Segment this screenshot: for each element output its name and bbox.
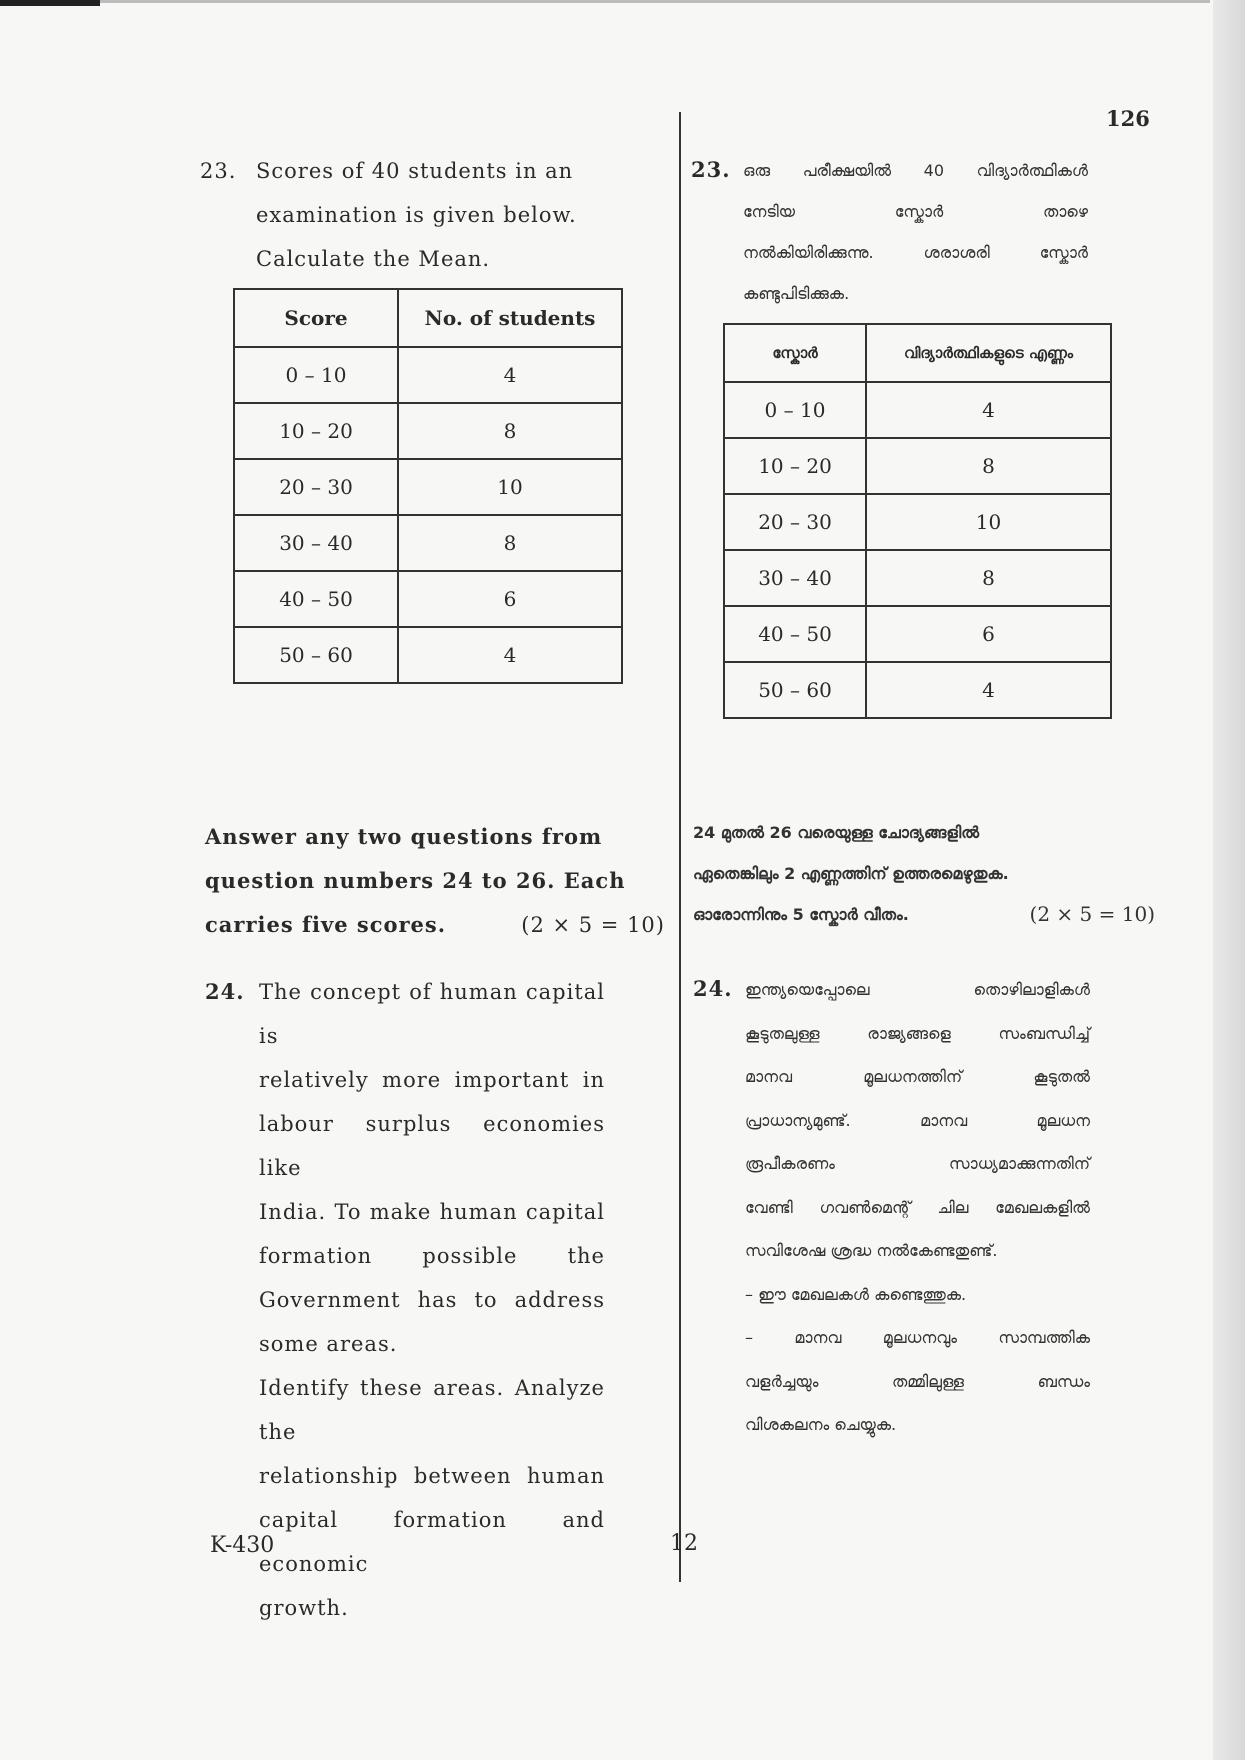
text-line: Identify these areas. Analyze the bbox=[259, 1376, 605, 1444]
text-line: കൂടുതലുള്ള രാജ്യങ്ങളെ സംബന്ധിച്ച് bbox=[745, 1023, 1090, 1043]
table-row bbox=[724, 606, 1111, 662]
score-range-cell: 0 – 10 bbox=[234, 347, 398, 403]
text-line: നേടിയ സ്കോർ താഴെ bbox=[743, 202, 1088, 221]
table-row bbox=[234, 571, 622, 627]
marks-ml: (2 × 5 = 10) bbox=[1029, 902, 1155, 926]
text-line: formation possible the bbox=[259, 1244, 605, 1268]
text-line: The concept of human capital is bbox=[259, 980, 605, 1048]
footer-page: 12 bbox=[670, 1531, 698, 1556]
text-line: രൂപീകരണം സാധ്യമാക്കുന്നതിന് bbox=[745, 1154, 1090, 1173]
student-count-cell: 6 bbox=[866, 606, 1111, 662]
header-score: Score bbox=[234, 289, 398, 347]
text-line: ഓരോന്നിനും 5 സ്കോർ വീതം. bbox=[693, 905, 909, 924]
text-line: സവിശേഷ ശ്രദ്ധ നൽകേണ്ടതുണ്ട്. bbox=[745, 1241, 998, 1260]
score-range-cell: 40 – 50 bbox=[724, 606, 866, 662]
text-line: relationship between human bbox=[259, 1464, 605, 1488]
table-row bbox=[724, 438, 1111, 494]
text-line: വിശകലനം ചെയ്യുക. bbox=[745, 1415, 897, 1434]
table-row bbox=[724, 494, 1111, 550]
student-count-cell: 4 bbox=[866, 382, 1111, 438]
student-count-cell: 10 bbox=[398, 459, 622, 515]
q23-text-en bbox=[256, 149, 606, 281]
table-row bbox=[234, 347, 622, 403]
text-line: India. To make human capital bbox=[259, 1200, 605, 1224]
table-row bbox=[234, 403, 622, 459]
student-count-cell: 8 bbox=[866, 438, 1111, 494]
score-range-cell: 30 – 40 bbox=[234, 515, 398, 571]
table-row bbox=[724, 382, 1111, 438]
student-count-cell: 4 bbox=[398, 627, 622, 683]
student-count-cell: 10 bbox=[866, 494, 1111, 550]
score-range-cell: 20 – 30 bbox=[234, 459, 398, 515]
text-line: നൽകിയിരിക്കുന്നു. ശരാശരി സ്കോർ bbox=[743, 243, 1088, 262]
scan-edge bbox=[0, 0, 100, 6]
table-row bbox=[234, 627, 622, 683]
q24-number: 24. bbox=[205, 979, 245, 1004]
student-count-cell: 4 bbox=[866, 662, 1111, 718]
text-line: ഏതെങ്കിലും 2 എണ്ണത്തിന് ഉത്തരമെഴുതുക. bbox=[693, 864, 1009, 883]
text-line: capital formation and economic bbox=[259, 1508, 605, 1576]
text-line: Government has to address bbox=[259, 1288, 605, 1312]
column-divider bbox=[679, 112, 681, 1582]
marks-en: (2 × 5 = 10) bbox=[521, 913, 665, 937]
q24-number-ml: 24. bbox=[693, 976, 733, 1001]
text-line: ഇന്ത്യയെപ്പോലെ തൊഴിലാളികൾ bbox=[745, 980, 1090, 999]
text-line: 24 മുതൽ 26 വരെയുള്ള ചോദ്യങ്ങളിൽ bbox=[693, 823, 980, 842]
student-count-cell: 4 bbox=[398, 347, 622, 403]
header-students: No. of students bbox=[398, 289, 622, 347]
text-line: – ഈ മേഖലകൾ കണ്ടെത്തുക. bbox=[745, 1284, 967, 1304]
q24-text-ml bbox=[745, 968, 1090, 1447]
score-range-cell: 40 – 50 bbox=[234, 571, 398, 627]
score-range-cell: 20 – 30 bbox=[724, 494, 866, 550]
student-count-cell: 8 bbox=[398, 403, 622, 459]
student-count-cell: 8 bbox=[398, 515, 622, 571]
score-range-cell: 30 – 40 bbox=[724, 550, 866, 606]
table-row bbox=[724, 550, 1111, 606]
paper-code: K-430 bbox=[210, 1533, 275, 1558]
score-range-cell: 10 – 20 bbox=[724, 438, 866, 494]
score-table-en bbox=[233, 288, 623, 684]
q23-text-ml bbox=[743, 150, 1088, 314]
text-line: some areas. bbox=[259, 1332, 398, 1356]
text-line: Calculate the Mean. bbox=[256, 247, 491, 271]
page-number: 126 bbox=[1106, 106, 1150, 131]
table-row bbox=[234, 515, 622, 571]
score-range-cell: 10 – 20 bbox=[234, 403, 398, 459]
text-line: growth. bbox=[259, 1596, 349, 1620]
table-row bbox=[234, 459, 622, 515]
text-line: പ്രാധാന്യമുണ്ട്. മാനവ മൂലധന bbox=[745, 1110, 1090, 1130]
q23-number-ml: 23. bbox=[691, 157, 731, 182]
text-line: മാനവ മൂലധനത്തിന് കൂടുതൽ bbox=[745, 1067, 1090, 1086]
text-line: കണ്ടുപിടിക്കുക. bbox=[743, 284, 850, 303]
text-line: carries five scores. bbox=[205, 912, 447, 937]
text-line: വേണ്ടി ഗവൺമെന്റ് ചില മേഖലകളിൽ bbox=[745, 1197, 1090, 1217]
score-table-ml bbox=[723, 323, 1112, 719]
score-range-cell: 50 – 60 bbox=[724, 662, 866, 718]
text-line: വളർച്ചയും തമ്മിലുള്ള ബന്ധം bbox=[745, 1371, 1090, 1391]
text-line: relatively more important in bbox=[259, 1068, 605, 1092]
instruction-en bbox=[205, 815, 665, 947]
q24-text-en bbox=[259, 970, 605, 1630]
score-range-cell: 0 – 10 bbox=[724, 382, 866, 438]
text-line: ഒരു പരീക്ഷയിൽ 40 വിദ്യാർത്ഥികൾ bbox=[743, 161, 1088, 180]
score-range-cell: 50 – 60 bbox=[234, 627, 398, 683]
header-score-ml: സ്കോർ bbox=[724, 324, 866, 382]
instruction-ml bbox=[693, 812, 1155, 935]
text-line: labour surplus economies like bbox=[259, 1112, 605, 1180]
text-line: – മാനവ മൂലധനവും സാമ്പത്തിക bbox=[745, 1328, 1090, 1347]
header-students-ml: വിദ്യാർത്ഥികളുടെ എണ്ണം bbox=[866, 324, 1111, 382]
q23-number: 23. bbox=[200, 159, 237, 183]
table-row bbox=[724, 662, 1111, 718]
student-count-cell: 6 bbox=[398, 571, 622, 627]
student-count-cell: 8 bbox=[866, 550, 1111, 606]
text-line: Answer any two questions from bbox=[205, 824, 603, 849]
text-line: examination is given below. bbox=[256, 203, 577, 227]
text-line: Scores of 40 students in an bbox=[256, 159, 574, 183]
scan-edge-line bbox=[100, 0, 1210, 3]
text-line: question numbers 24 to 26. Each bbox=[205, 868, 626, 893]
scan-margin bbox=[1213, 0, 1245, 1760]
